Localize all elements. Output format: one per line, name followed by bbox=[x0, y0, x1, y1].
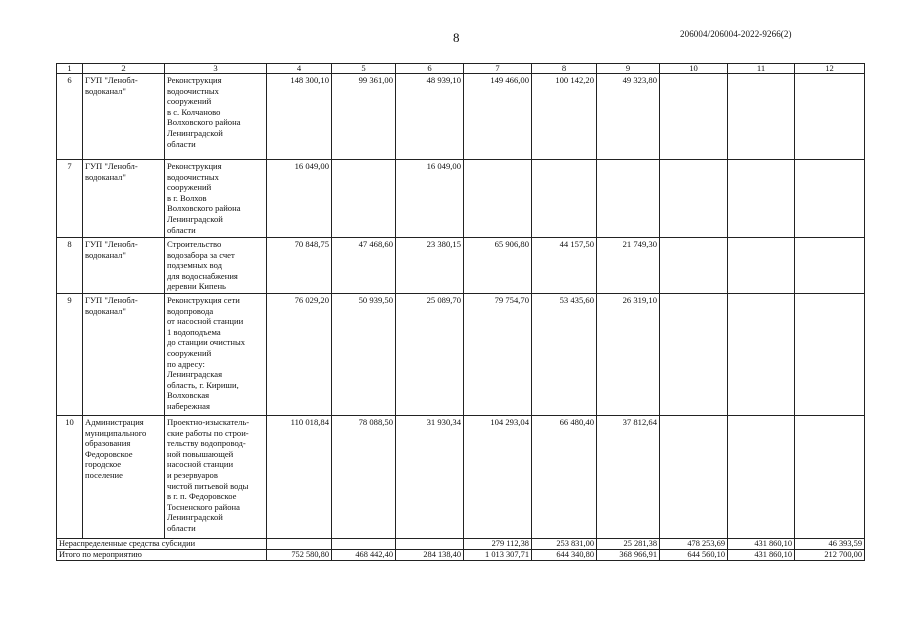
value-cell bbox=[728, 238, 795, 294]
value-cell bbox=[332, 160, 396, 238]
undistributed-label: Нераспределенные средства субсидии bbox=[57, 539, 267, 550]
value-cell: 16 049,00 bbox=[267, 160, 332, 238]
column-header: 9 bbox=[597, 64, 660, 74]
value-cell: 468 442,40 bbox=[332, 550, 396, 561]
row-number: 7 bbox=[57, 160, 83, 238]
value-cell: 49 323,80 bbox=[597, 74, 660, 160]
column-header: 6 bbox=[396, 64, 464, 74]
value-cell: 76 029,20 bbox=[267, 294, 332, 416]
column-header: 1 bbox=[57, 64, 83, 74]
value-cell: 752 580,80 bbox=[267, 550, 332, 561]
organization-cell: ГУП "Ленобл- водоканал" bbox=[83, 238, 165, 294]
page-number: 8 bbox=[453, 30, 460, 45]
value-cell: 478 253,69 bbox=[660, 539, 728, 550]
value-cell bbox=[532, 160, 597, 238]
value-cell: 78 088,50 bbox=[332, 416, 396, 539]
value-cell: 431 860,10 bbox=[728, 539, 795, 550]
document-id: 206004/206004-2022-9266(2) bbox=[680, 29, 792, 39]
table-row bbox=[57, 160, 865, 238]
value-cell: 66 480,40 bbox=[532, 416, 597, 539]
organization-cell: ГУП "Ленобл- водоканал" bbox=[83, 160, 165, 238]
column-header: 3 bbox=[165, 64, 267, 74]
column-header: 5 bbox=[332, 64, 396, 74]
column-header: 4 bbox=[267, 64, 332, 74]
value-cell bbox=[660, 416, 728, 539]
value-cell: 70 848,75 bbox=[267, 238, 332, 294]
organization-cell: ГУП "Ленобл- водоканал" bbox=[83, 74, 165, 160]
description-cell: Реконструкция водоочистных сооружений в г. Волхов Волховского района Ленинградской области bbox=[165, 160, 267, 238]
value-cell bbox=[728, 74, 795, 160]
value-cell: 25 089,70 bbox=[396, 294, 464, 416]
value-cell: 368 966,91 bbox=[597, 550, 660, 561]
column-header: 10 bbox=[660, 64, 728, 74]
value-cell bbox=[660, 160, 728, 238]
value-cell: 110 018,84 bbox=[267, 416, 332, 539]
subsidy-table bbox=[56, 63, 865, 561]
value-cell: 26 319,10 bbox=[597, 294, 660, 416]
value-cell bbox=[332, 539, 396, 550]
value-cell: 37 812,64 bbox=[597, 416, 660, 539]
value-cell: 279 112,38 bbox=[464, 539, 532, 550]
value-cell: 149 466,00 bbox=[464, 74, 532, 160]
value-cell bbox=[728, 416, 795, 539]
description-cell: Проектно-изыскатель- ские работы по строи- тельству водопровод- ной повышающей насосной станции и резервуаров чистой питьевой воды в г. п. Федоровское Тосненского района Ленинградской области bbox=[165, 416, 267, 539]
description-cell: Реконструкция водоочистных сооружений в с. Колчаново Волховского района Ленинградской области bbox=[165, 74, 267, 160]
total-row bbox=[57, 550, 865, 561]
value-cell bbox=[597, 160, 660, 238]
value-cell bbox=[795, 294, 865, 416]
value-cell bbox=[728, 160, 795, 238]
organization-cell: Администрация муниципального образования Федоровское городское поселение bbox=[83, 416, 165, 539]
total-label: Итого по мероприятию bbox=[57, 550, 267, 561]
table-row bbox=[57, 294, 865, 416]
value-cell: 1 013 307,71 bbox=[464, 550, 532, 561]
description-cell: Строительство водозабора за счет подземных вод для водоснабжения деревни Кипень bbox=[165, 238, 267, 294]
value-cell bbox=[660, 238, 728, 294]
value-cell: 31 930,34 bbox=[396, 416, 464, 539]
value-cell: 104 293,04 bbox=[464, 416, 532, 539]
value-cell: 65 906,80 bbox=[464, 238, 532, 294]
value-cell: 148 300,10 bbox=[267, 74, 332, 160]
value-cell: 431 860,10 bbox=[728, 550, 795, 561]
table-row bbox=[57, 416, 865, 539]
value-cell: 46 393,59 bbox=[795, 539, 865, 550]
value-cell: 212 700,00 bbox=[795, 550, 865, 561]
value-cell: 48 939,10 bbox=[396, 74, 464, 160]
value-cell bbox=[795, 416, 865, 539]
row-number: 8 bbox=[57, 238, 83, 294]
value-cell: 21 749,30 bbox=[597, 238, 660, 294]
value-cell bbox=[464, 160, 532, 238]
row-number: 6 bbox=[57, 74, 83, 160]
value-cell: 100 142,20 bbox=[532, 74, 597, 160]
value-cell: 47 468,60 bbox=[332, 238, 396, 294]
row-number: 9 bbox=[57, 294, 83, 416]
table-row bbox=[57, 74, 865, 160]
column-header: 2 bbox=[83, 64, 165, 74]
value-cell: 53 435,60 bbox=[532, 294, 597, 416]
value-cell bbox=[795, 238, 865, 294]
value-cell bbox=[396, 539, 464, 550]
value-cell: 644 560,10 bbox=[660, 550, 728, 561]
value-cell bbox=[795, 160, 865, 238]
organization-cell: ГУП "Ленобл- водоканал" bbox=[83, 294, 165, 416]
table-row bbox=[57, 238, 865, 294]
value-cell: 644 340,80 bbox=[532, 550, 597, 561]
value-cell: 23 380,15 bbox=[396, 238, 464, 294]
value-cell bbox=[660, 294, 728, 416]
column-header: 12 bbox=[795, 64, 865, 74]
value-cell: 79 754,70 bbox=[464, 294, 532, 416]
value-cell: 25 281,38 bbox=[597, 539, 660, 550]
value-cell: 16 049,00 bbox=[396, 160, 464, 238]
value-cell bbox=[795, 74, 865, 160]
value-cell: 253 831,00 bbox=[532, 539, 597, 550]
column-header: 11 bbox=[728, 64, 795, 74]
column-header: 8 bbox=[532, 64, 597, 74]
row-number: 10 bbox=[57, 416, 83, 539]
description-cell: Реконструкция сети водопровода от насосной станции 1 водоподъема до станции очистных сооружений по адресу: Ленинградская область, г. Кириши, Волховская набережная bbox=[165, 294, 267, 416]
value-cell: 50 939,50 bbox=[332, 294, 396, 416]
value-cell: 44 157,50 bbox=[532, 238, 597, 294]
value-cell bbox=[728, 294, 795, 416]
column-header: 7 bbox=[464, 64, 532, 74]
value-cell bbox=[267, 539, 332, 550]
undistributed-row bbox=[57, 539, 865, 550]
value-cell bbox=[660, 74, 728, 160]
value-cell: 284 138,40 bbox=[396, 550, 464, 561]
value-cell: 99 361,00 bbox=[332, 74, 396, 160]
column-number-row bbox=[57, 64, 865, 74]
